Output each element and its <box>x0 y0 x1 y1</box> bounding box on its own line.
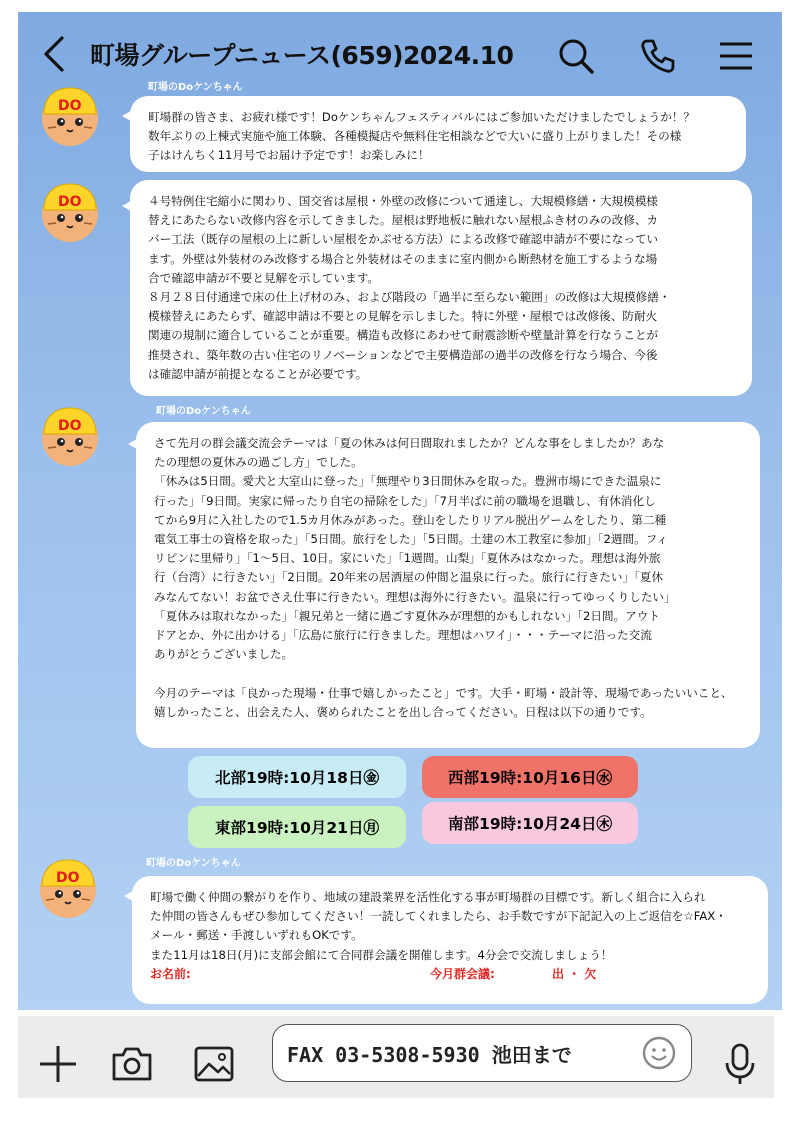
svg-text:DO: DO <box>58 194 82 210</box>
mic-icon[interactable] <box>718 1042 762 1086</box>
doken-chan-avatar <box>36 856 100 920</box>
schedule-north: 北部19時:10月18日㊎ <box>188 756 406 798</box>
plus-icon[interactable] <box>36 1042 80 1086</box>
svg-text:DO: DO <box>58 418 82 434</box>
schedule-east: 東部19時:10月21日㊊ <box>188 806 406 848</box>
message-bubble <box>132 876 768 1004</box>
camera-icon[interactable] <box>110 1042 154 1086</box>
message-input[interactable] <box>272 1024 692 1082</box>
search-icon[interactable] <box>556 36 596 76</box>
back-icon[interactable] <box>40 34 70 74</box>
schedule-south: 南部19時:10月24日㊍ <box>422 802 638 844</box>
svg-text:DO: DO <box>58 98 82 114</box>
message-input-text: FAX 03-5308-5930 池田まで <box>287 1043 572 1067</box>
schedule-west: 西部19時:10月16日㊌ <box>422 756 638 798</box>
message-bubble <box>136 422 760 748</box>
name-field-label: お名前: <box>150 966 191 981</box>
doken-chan-avatar <box>38 404 102 468</box>
message-bubble <box>130 180 752 396</box>
attendance-label: 今月群会議: <box>430 966 495 981</box>
message-text: さて先月の群会議交流会テーマは「夏の休みは何日間取れましたか？どんな事をしましたか？あな たの理想の夏休みの過ごし方」でした。 「休みは5日間。愛犬と大室山に登った」「無理やり3日間休みを取った。豊洲市場にできた温泉に 行った」「9日間。実家に帰ったり自宅の掃除をした」「7月半ばに前の職場を退職し、有休消化し てから9月に入社したので1.5カ月休みがあった。登山をしたりリアル脱出ゲームをしたり、第二種 電気工事士の資格を取った」「5日間。旅行をした」「5日間。土建の木工教室に参加」「2週間。フィ リピンに里帰り」「1～5日、10日。家にいた」「1週間。山梨」「夏休みはなかった。理想は海外旅 行（台湾）に行きたい」「2日間。20年来の居酒屋の仲間と温泉に行った。旅行に行きたい」「夏休 みなんてない！お盆でさえ仕事に行きたい。理想は海外に行きたい。温泉に行ってゆっくりしたい」 「夏休みは取れなかった」「親兄弟と一緒に過ごす夏休みが理想的かもしれない」「2日間。アウト ドアとか、外に出かける」「広島に旅行に行きました。理想はハワイ」・・・テーマに沿った交流 ありがとうございました。 今月のテーマは「良かった現場・仕事で嬉しかったこと」です。大手・町場・設計等、現場であったいいこと、 嬉しかったこと、出会えた人、褒められたことを出し合ってください。日程は以下の通りです。 <box>154 436 733 719</box>
message-input-bar <box>18 1016 774 1098</box>
message-text: ４号特例住宅縮小に関わり、国交省は屋根・外壁の改修について通達し、大規模修繕・大規模模様 替えにあたらない改修内容を示してきました。屋根は野地板に触れない屋根ふき材のみの改修、カ バー工法（既存の屋根の上に新しい屋根をかぶせる方法）による改修で確認申請が不要になってい ます。外壁は外装材のみ改修する場合と外装材はそのままに室内側から断熱材を施工するような場 合で確認申請が不要と見解を示しています。 ８月２８日付通達で床の仕上げ材のみ、および階段の「過半に至らない範囲」の改修は大規模修繕・ 模様替えにあたらず、確認申請は不要との見解を示しました。特に外壁・屋根では改修後、防耐火 関連の規制に適合していることが重要。構造も改修にあわせて耐震診断や壁量計算を行なうことが 推奨され、築年数の古い住宅のリノベーションなどで主要構造部の過半の改修を行なう場合、今後 は確認申請が前提となることが必要です。 <box>148 194 671 381</box>
chat-title: 町場グループニュース(659)2024.10 <box>90 41 514 70</box>
phone-icon[interactable] <box>638 36 678 76</box>
sender-name: 町場のDoケンちゃん <box>156 406 251 417</box>
svg-text:DO: DO <box>56 870 80 886</box>
message-text: 町場群の皆さま、お疲れ様です！Doケンちゃんフェスティバルにはご参加いただけましたでしょうか！？ 数年ぶりの上棟式実施や施工体験、各種模擬店や無料住宅相談などで大いに盛り上がりました！その様 子はけんちく11月号でお届け予定です！お楽しみに！ <box>148 110 696 163</box>
sender-name: 町場のDoケンちゃん <box>146 858 241 869</box>
message-text: 町場で働く仲間の繋がりを作り、地域の建設業界を活性化する事が町場群の目標です。新しく組合に入られ た仲間の皆さんもぜひ参加してください！一読してくれましたら、お手数ですが下記記入の上ご返信を☆FAX・ メール・郵送・手渡しいずれもOKです。 また11月は18日(月)に支部会館にて合同群会議を開催します。4分会で交流しましょう！ <box>150 890 727 962</box>
emoji-icon[interactable] <box>641 1035 677 1071</box>
attendance-options: 出 ・ 欠 <box>552 966 597 981</box>
image-icon[interactable] <box>192 1042 236 1086</box>
chat-background <box>18 12 782 1010</box>
sender-name: 町場のDoケンちゃん <box>148 82 243 93</box>
doken-chan-avatar <box>38 180 102 244</box>
doken-chan-avatar <box>38 84 102 148</box>
message-bubble <box>130 96 746 172</box>
menu-icon[interactable] <box>716 36 756 76</box>
chat-header <box>18 12 782 98</box>
